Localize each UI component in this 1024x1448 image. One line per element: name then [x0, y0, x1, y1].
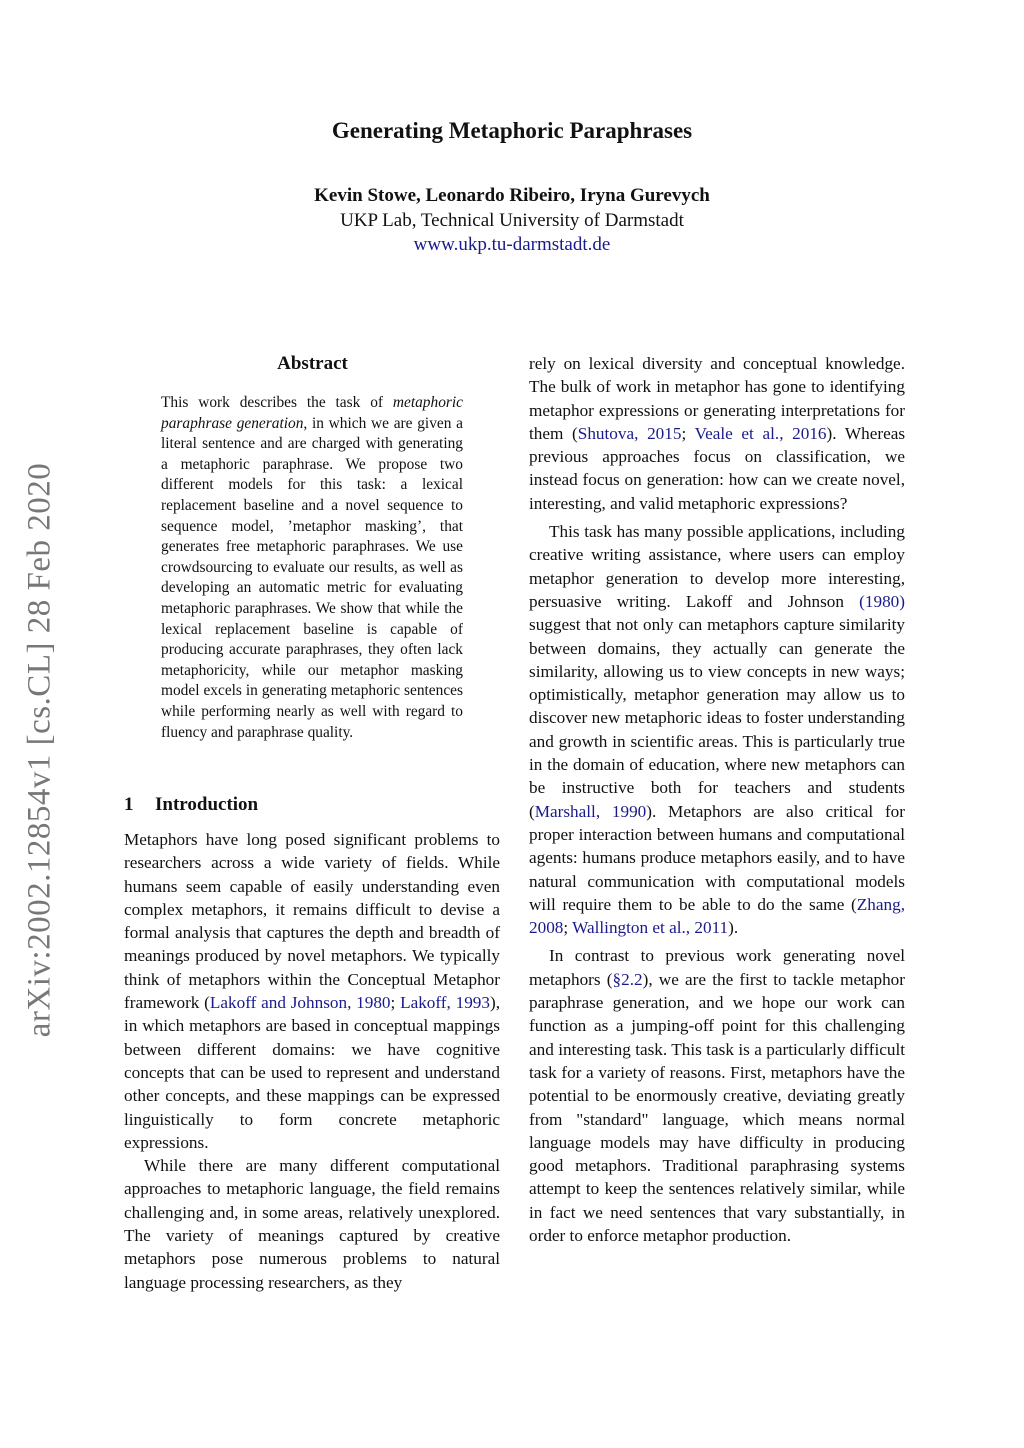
citation-separator: ; — [563, 918, 573, 938]
body-text-cont: suggest that not only can metaphors capture similarity between domains, they actually can generate the similarity, allowing us to view concepts in new ways; optimistically, metaphor generation may allow us to discover new metaphoric ideas to foster understanding and growth in scientific areas. This is particularly true in the domain of education, where new metaphors can be instructive both for teachers and students ( — [529, 615, 905, 821]
abstract-text: This work describes the task of — [161, 394, 393, 411]
section-title: Introduction — [155, 794, 259, 815]
citation-link[interactable]: Lakoff and Johnson, 1980 — [209, 993, 391, 1013]
body-text-cont: ). Whereas previous approaches focus on classification, we instead focus on generation: how can we create novel, interesting, and valid metaphoric expressions? — [529, 423, 906, 513]
right-column-body — [529, 352, 905, 1247]
body-text-cont: ). — [728, 918, 739, 938]
paper-title: Generating Metaphoric Paraphrases — [331, 118, 693, 143]
citation-link[interactable]: (1980) — [859, 591, 905, 611]
body-text: In contrast to previous work generating novel metaphors ( — [529, 946, 905, 989]
section-number: 1 — [124, 794, 134, 815]
body-text: rely on lexical diversity and conceptual knowledge. The bulk of work in metaphor has gone to identifying metaphor expressions or generating interpretations for them ( — [529, 354, 905, 443]
abstract-body — [161, 393, 463, 743]
right-paragraph-1 — [529, 352, 905, 515]
citation-link[interactable]: Wallington et al., 2011 — [572, 918, 729, 938]
right-paragraph-2 — [529, 520, 905, 939]
citation-link[interactable]: Marshall, 1990 — [534, 801, 647, 821]
right-paragraph-3 — [529, 944, 905, 1247]
author-list: Kevin Stowe, Leonardo Ribeiro, Iryna Gurevych — [314, 185, 710, 206]
citation-separator: ; — [390, 993, 401, 1013]
citation-link[interactable]: Shutova, 2015 — [577, 423, 682, 443]
body-text-cont: ). Metaphors are also critical for proper interaction between humans and computational agents: humans produce metaphors easily, and to have natural communication with computational models will require them to be able to do the same ( — [529, 801, 905, 914]
intro-paragraph-2: While there are many different computational approaches to metaphoric language, the field remains challenging and, in some areas, relatively unexplored. The variety of meanings captured by creative metaphors pose numerous problems to natural language processing researchers, as they — [124, 1156, 500, 1292]
intro-text-cont: ), in which metaphors are based in conceptual mappings between different domains: we have cognitive concepts that can be used to represent and understand other concepts, and these mappings can be expressed linguistically to form concrete metaphoric expressions. — [124, 993, 501, 1152]
abstract-paragraph — [161, 393, 463, 743]
left-column-body — [124, 828, 500, 1294]
citation-separator: ; — [681, 423, 695, 443]
abstract-text-cont: , in which we are given a literal sentence and are charged with generating a metaphoric paraphrase. We propose two different models for this task: a lexical replacement baseline and a novel sequence to sequence model, ’metaphor masking’, that generates free metaphoric paraphrases. We use crowdsourcing to evaluate our results, as well as developing an automatic metric for evaluating metaphoric paraphrases. We show that while the lexical replacement baseline is capable of producing accurate paraphrases, they often lack metaphoricity, while our metaphor masking model excels in generating metaphoric sentences while performing nearly as well with regard to fluency and paraphrase quality. — [161, 414, 463, 741]
body-text: This task has many possible applications, including creative writing assistance, where users can employ metaphor generation to develop more interesting, persuasive writing. Lakoff and Johnson — [529, 522, 905, 611]
body-text-cont: ), we are the first to tackle metaphor paraphrase generation, and we hope our work can function as a jumping-off point for this challenging and interesting task. This task is a particularly difficult task for a variety of reasons. First, metaphors have the potential to be enormously creative, deviating greatly from "standard" language, which means normal language models may have difficulty in producing good metaphors. Traditional paraphrasing systems attempt to keep the sentences relatively similar, while in fact we need sentences that vary substantially, in order to enforce metaphor production. — [529, 969, 905, 1245]
affiliation-url-link[interactable]: www.ukp.tu-darmstadt.de — [413, 234, 611, 255]
section-heading-introduction — [124, 794, 258, 816]
abstract-emphasis: metaphoric paraphrase generation — [161, 394, 463, 432]
intro-paragraph-1 — [124, 828, 500, 1154]
intro-text: Metaphors have long posed significant problems to researchers across a wide variety of fields. While humans seem capable of easily understanding even complex metaphors, it remains difficult to devise a formal analysis that captures the depth and breadth of meanings produced by novel metaphors. We typically think of metaphors within the Conceptual Metaphor framework ( — [124, 830, 500, 1013]
abstract-heading: Abstract — [277, 353, 348, 374]
citation-link[interactable]: Veale et al., 2016 — [694, 423, 827, 443]
section-reference-link[interactable]: §2.2 — [612, 969, 643, 989]
citation-link[interactable]: Lakoff, 1993 — [400, 993, 490, 1013]
citation-link[interactable]: Zhang, 2008 — [529, 894, 905, 938]
arxiv-stamp: arXiv:2002.12854v1 [cs.CL] 28 Feb 2020 — [21, 462, 58, 1038]
affiliation: UKP Lab, Technical University of Darmstadt — [340, 210, 684, 231]
